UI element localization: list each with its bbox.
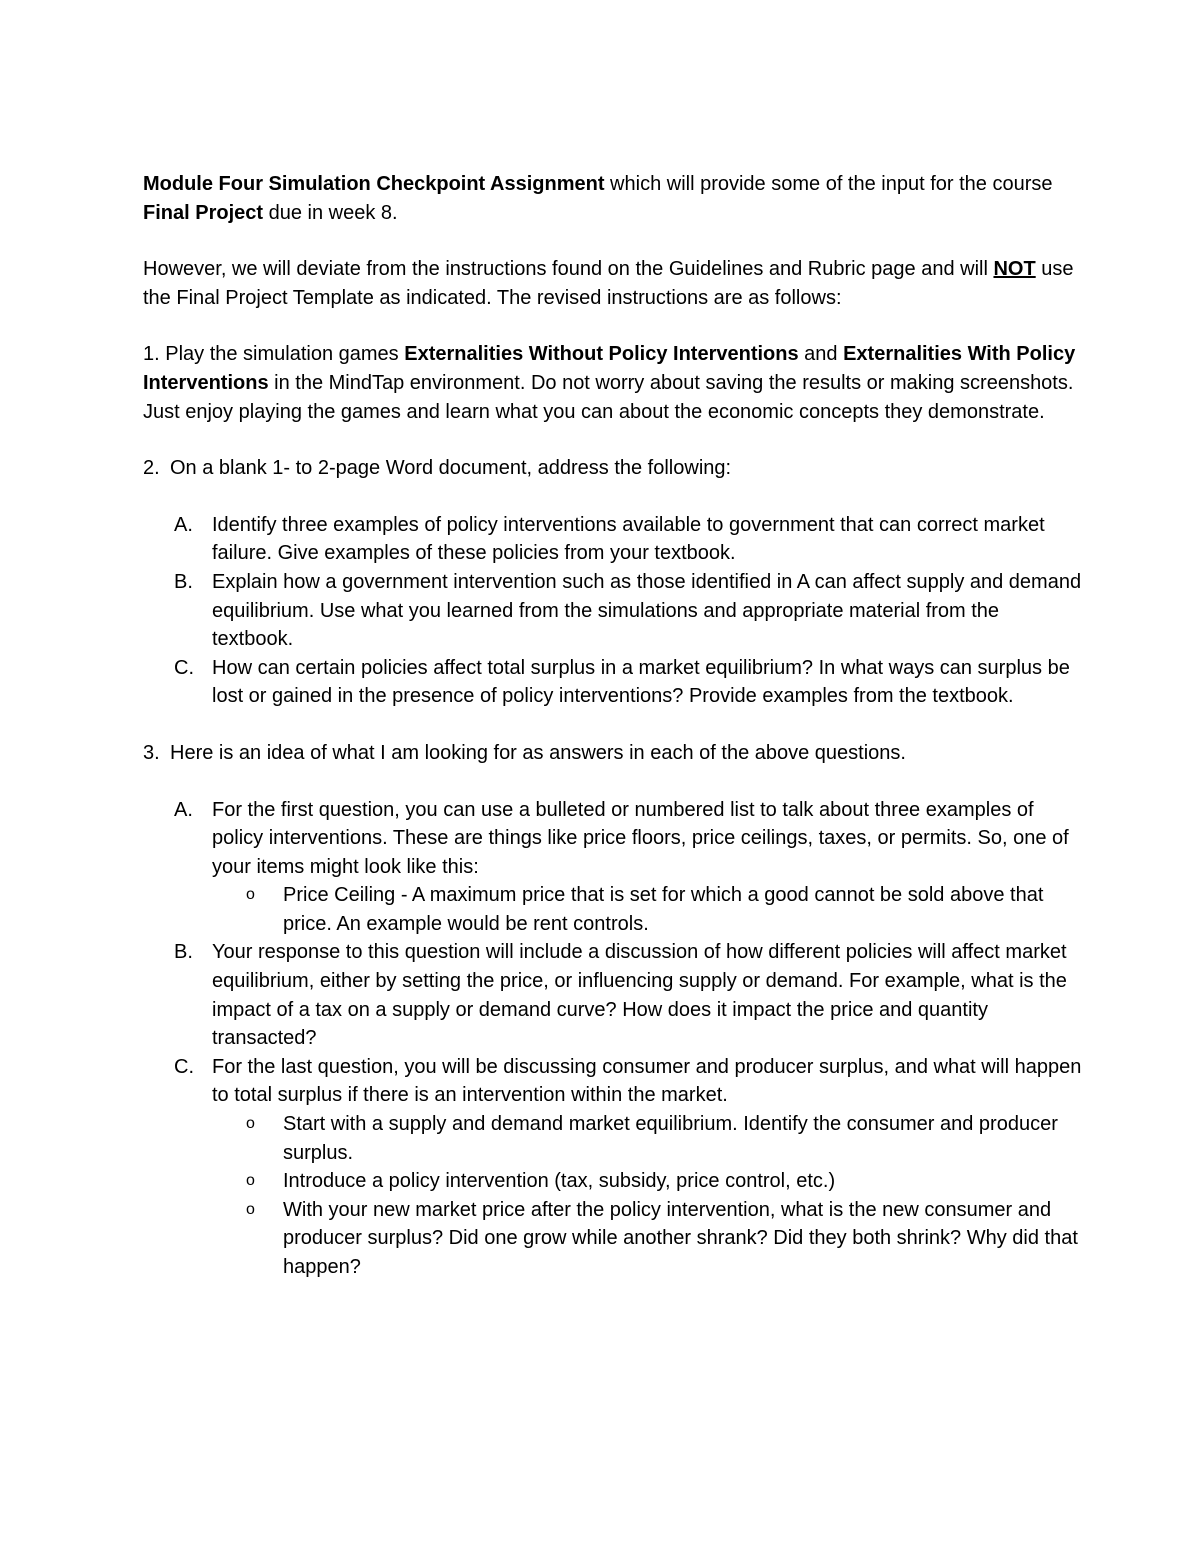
game-2-title: Externalities With Policy Interventions xyxy=(143,343,1076,394)
bullet-glyph: o xyxy=(246,1115,255,1133)
document-body xyxy=(143,170,1083,1282)
bullet-glyph: o xyxy=(246,1172,255,1190)
step-3-heading: 3. Here is an idea of what I am looking for as answers in each of the above questions. xyxy=(143,739,1083,768)
not-emphasis: NOT xyxy=(993,258,1036,281)
bullet-glyph: o xyxy=(246,1200,255,1218)
game-1-title: Externalities Without Policy Interventions xyxy=(404,343,799,366)
step-2-item-c: C. How can certain policies affect total surplus in a market equilibrium? In what ways can surplus be lost or gained in the presence of policy interventions? Provide examples from the textbook. xyxy=(174,656,1070,708)
step-3-c-bullet-3: o With your new market price after the policy intervention, what is the new consumer and producer surplus? Did one grow while another shrank? Did they both shrink? Why did that happen? xyxy=(143,1196,1083,1282)
step-3-item-c: C. For the last question, you will be discussing consumer and producer surplus, and what will happen to total surplus if there is an intervention within the market. xyxy=(174,1055,1082,1107)
deviation-paragraph: However, we will deviate from the instructions found on the Guidelines and Rubric page and will NOT use the Final Project Template as indicated. The revised instructions are as follows: xyxy=(143,258,1074,309)
step-3-number: 3. xyxy=(143,741,160,764)
step-3-c-bullet-1: o Start with a supply and demand market equilibrium. Identify the consumer and producer surplus. xyxy=(143,1110,1083,1167)
step-2-number: 2. xyxy=(143,457,160,480)
step-1-paragraph: 1. Play the simulation games Externalities Without Policy Interventions and Externalities With Policy Interventions in the MindTap environment. Do not worry about saving the results or making screenshots. Just enjoy playing the games and learn what you can about the economic concepts they demonstrate. xyxy=(143,343,1076,423)
step-3-item-a: A. For the first question, you can use a bulleted or numbered list to talk about three examples of policy interventions. These are things like price floors, price ceilings, taxes, or permits. So, one of your items might look like this: xyxy=(174,798,1069,878)
step-2-item-b: B. Explain how a government intervention such as those identified in A can affect supply and demand equilibrium. Use what you learned from the simulations and appropriate material from the textbook. xyxy=(174,570,1082,651)
step-3-item-b: B. Your response to this question will include a discussion of how different policies will affect market equilibrium, either by setting the price, or influencing supply or demand. For example, what is the impact of a tax on a supply or demand curve? How does it impact the price and quantity transacted? xyxy=(174,941,1067,1050)
intro-paragraph: Module Four Simulation Checkpoint Assignment which will provide some of the input for the course Final Project due in week 8. xyxy=(143,173,1053,224)
step-2-item-a: A. Identify three examples of policy interventions available to government that can correct market failure. Give examples of these policies from your textbook. xyxy=(174,513,1045,565)
assignment-title: Module Four Simulation Checkpoint Assignment xyxy=(143,173,605,195)
step-3-a-bullet-1: o Price Ceiling - A maximum price that is set for which a good cannot be sold above that price. An example would be rent controls. xyxy=(143,881,1083,938)
bullet-glyph: o xyxy=(246,886,255,904)
step-3-c-bullet-2: o Introduce a policy intervention (tax, subsidy, price control, etc.) xyxy=(143,1167,1083,1196)
step-2-heading: 2. On a blank 1- to 2-page Word document, address the following: xyxy=(143,454,1083,483)
final-project-term: Final Project xyxy=(143,201,264,224)
